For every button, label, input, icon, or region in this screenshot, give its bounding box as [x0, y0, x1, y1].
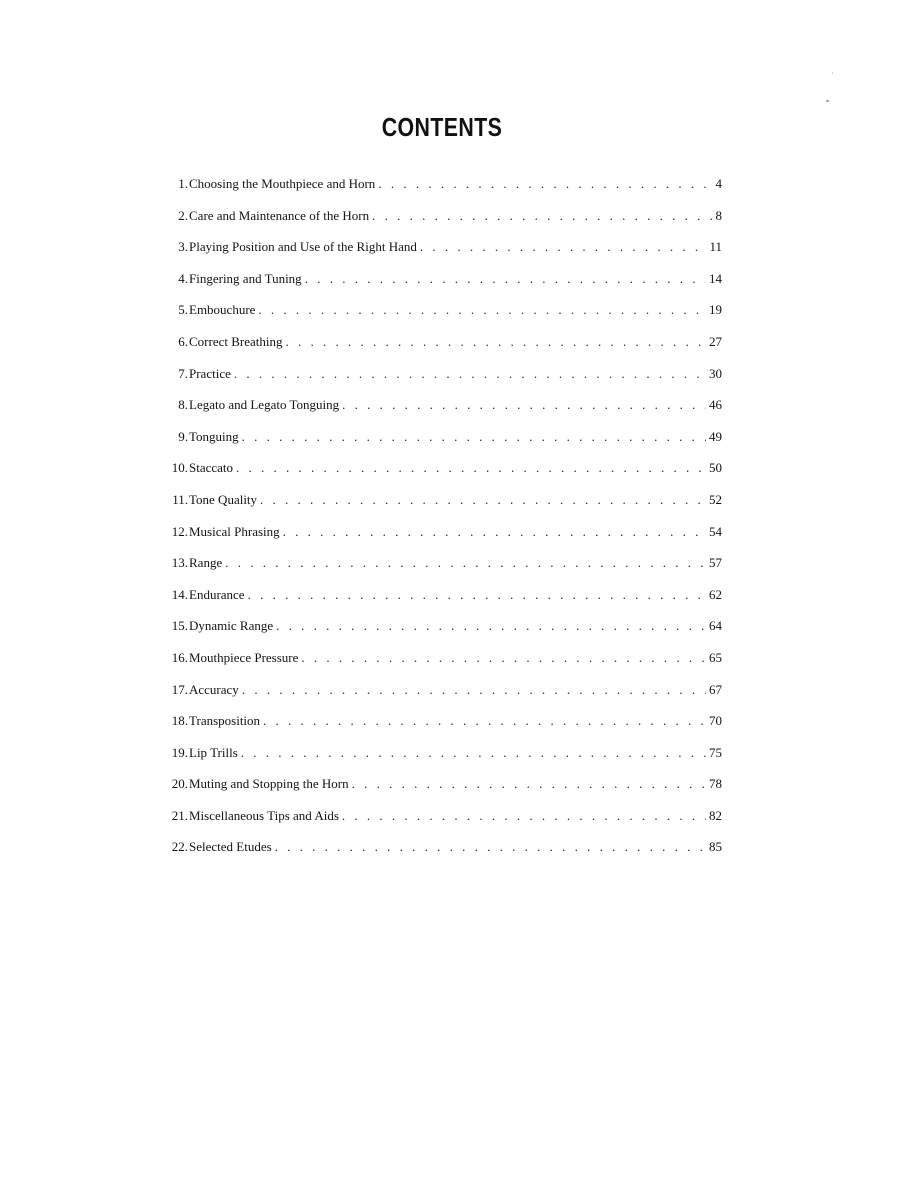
toc-entry-page-number: 64 — [709, 618, 722, 634]
toc-entry-page-number: 27 — [709, 333, 722, 349]
toc-entry-number: 18. — [171, 713, 188, 729]
toc-entry-title: Practice — [189, 365, 231, 381]
toc-entry — [160, 837, 722, 869]
toc-entry-title: Accuracy — [189, 681, 239, 697]
toc-entry-number: 20. — [171, 776, 188, 792]
toc-entry-title: Staccato — [189, 460, 234, 476]
dot-leader — [372, 206, 712, 226]
dot-leader — [378, 174, 712, 194]
toc-entry — [160, 585, 722, 617]
dot-leader — [420, 237, 707, 257]
toc-entry-page-number: 82 — [709, 807, 722, 823]
dot-leader — [283, 522, 706, 542]
toc-entry — [160, 648, 722, 680]
toc-entry-title: Legato and Legato Tonguing — [189, 397, 340, 413]
toc-entry-number: 8. — [178, 397, 188, 413]
toc-entry-number: 21. — [171, 807, 188, 823]
page-title: CONTENTS — [381, 112, 503, 142]
toc-entry-title: Mouthpiece Pressure — [189, 649, 299, 665]
toc-entry-page-number: 50 — [709, 460, 722, 476]
toc-entry-title: Care and Maintenance of the Horn — [189, 207, 370, 223]
toc-entry — [160, 522, 722, 554]
toc-entry-number: 16. — [171, 649, 188, 665]
toc-entry-number: 12. — [171, 523, 188, 539]
toc-entry-number: 9. — [178, 428, 188, 444]
dot-leader — [301, 648, 706, 668]
toc-entry-page-number: 67 — [709, 681, 722, 697]
toc-entry-title: Range — [189, 555, 223, 571]
toc-entry — [160, 427, 722, 459]
toc-entry-number: 17. — [171, 681, 188, 697]
toc-entry — [160, 364, 722, 396]
toc-entry-title: Miscellaneous Tips and Aids — [189, 807, 339, 823]
toc-entry-page-number: 75 — [709, 744, 722, 760]
toc-entry-number: 11. — [172, 491, 188, 507]
toc-entry-title: Correct Breathing — [189, 333, 283, 349]
toc-entry-number: 15. — [171, 618, 188, 634]
dot-leader — [234, 364, 706, 384]
toc-entry-title: Playing Position and Use of the Right Hand — [189, 239, 417, 255]
dot-leader — [342, 395, 706, 415]
toc-entry-page-number: 19 — [709, 302, 722, 318]
toc-entry-page-number: 78 — [709, 776, 722, 792]
toc-entry-page-number: 8 — [715, 207, 722, 223]
dot-leader — [352, 774, 706, 794]
toc-entry-title: Embouchure — [189, 302, 256, 318]
toc-entry-page-number: 65 — [709, 649, 722, 665]
dot-leader — [236, 458, 706, 478]
toc-entry-page-number: 62 — [709, 586, 722, 602]
toc-entry-number: 19. — [171, 744, 188, 760]
toc-entry-number: 7. — [178, 365, 188, 381]
toc-entry — [160, 743, 722, 775]
toc-entry-title: Dynamic Range — [189, 618, 274, 634]
dot-leader — [242, 680, 706, 700]
toc-entry-page-number: 85 — [709, 839, 722, 855]
dot-leader — [258, 300, 706, 320]
toc-entry-page-number: 57 — [709, 555, 722, 571]
dot-leader — [260, 490, 706, 510]
toc-entry-title: Tonguing — [189, 428, 239, 444]
toc-entry — [160, 458, 722, 490]
toc-entry-page-number: 54 — [709, 523, 722, 539]
toc-entry — [160, 206, 722, 238]
toc-entry — [160, 237, 722, 269]
toc-entry — [160, 711, 722, 743]
toc-entry — [160, 680, 722, 712]
toc-entry-number: 1. — [178, 176, 188, 191]
toc-entry-number: 5. — [178, 302, 188, 318]
toc-entry-number: 6. — [178, 333, 188, 349]
toc-entry — [160, 395, 722, 427]
toc-entry — [160, 174, 722, 206]
toc-entry-title: Muting and Stopping the Horn — [189, 776, 349, 792]
toc-entry-page-number: 30 — [709, 365, 722, 381]
toc-entry-title: Selected Etudes — [189, 839, 272, 855]
dot-leader — [263, 711, 706, 731]
dot-leader — [275, 837, 706, 857]
toc-entry — [160, 269, 722, 301]
toc-entry-number: 22. — [171, 839, 188, 855]
toc-entry-page-number: 11 — [709, 239, 722, 255]
toc-entry — [160, 490, 722, 522]
toc-entry-number: 4. — [178, 270, 188, 286]
toc-entry-number: 3. — [178, 239, 188, 255]
toc-entry — [160, 806, 722, 838]
toc-entry-page-number: 70 — [709, 713, 722, 729]
toc-entry-page-number: 4 — [715, 176, 722, 191]
toc-entry-title: Endurance — [189, 586, 245, 602]
dot-leader — [225, 553, 706, 573]
toc-entry-number: 10. — [171, 460, 188, 476]
toc-entry-page-number: 14 — [709, 270, 722, 286]
toc-entry — [160, 553, 722, 585]
dot-leader — [342, 806, 706, 826]
table-of-contents — [160, 174, 722, 869]
toc-entry-number: 13. — [171, 555, 188, 571]
toc-entry-number: 2. — [178, 207, 188, 223]
dot-leader — [305, 269, 706, 289]
dot-leader — [276, 616, 706, 636]
toc-entry-title: Musical Phrasing — [189, 523, 280, 539]
dot-leader — [242, 427, 706, 447]
dot-leader — [241, 743, 706, 763]
scan-speck — [826, 100, 829, 102]
dot-leader — [286, 332, 707, 352]
toc-entry — [160, 300, 722, 332]
toc-entry-title: Tone Quality — [189, 491, 258, 507]
scan-speck — [832, 72, 833, 74]
toc-entry-page-number: 49 — [709, 428, 722, 444]
toc-entry-title: Fingering and Tuning — [189, 270, 302, 286]
toc-entry — [160, 332, 722, 364]
toc-entry-title: Lip Trills — [189, 744, 238, 760]
toc-entry-number: 14. — [171, 586, 188, 602]
toc-entry-page-number: 46 — [709, 397, 722, 413]
dot-leader — [248, 585, 706, 605]
toc-entry — [160, 616, 722, 648]
toc-entry — [160, 774, 722, 806]
toc-entry-title: Transposition — [189, 713, 261, 729]
toc-entry-title: Choosing the Mouthpiece and Horn — [189, 176, 376, 191]
toc-entry-page-number: 52 — [709, 491, 722, 507]
